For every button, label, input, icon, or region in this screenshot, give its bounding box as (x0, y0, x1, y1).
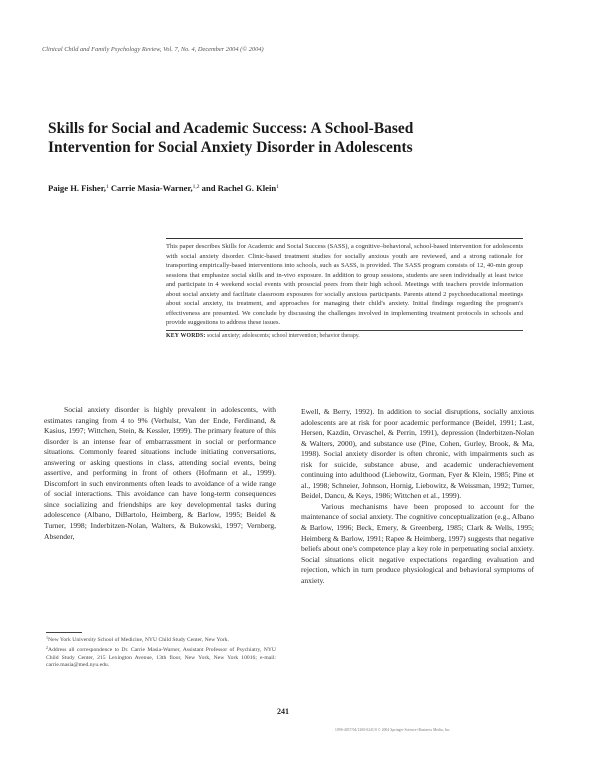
keywords-list: social anxiety; adolescents; school intervention; behavior therapy. (206, 332, 360, 339)
footnote-mark: 1 (46, 635, 48, 640)
title-line-1: Skills for Social and Academic Success: A School-Based (48, 120, 414, 137)
author-affiliation-mark: 1 (276, 184, 279, 190)
journal-citation: Clinical Child and Family Psychology Review, Vol. 7, No. 4, December 2004 (© 2004) (42, 46, 264, 53)
author-name: Carrie Masia-Warner, (110, 183, 193, 193)
footnotes (46, 632, 276, 670)
author-name: and Rachel G. Klein (201, 183, 277, 193)
footnote-2 (46, 644, 276, 669)
author-name: Paige H. Fisher, (48, 183, 106, 193)
keywords-label: KEY WORDS: (166, 332, 206, 339)
abstract-top-rule (166, 238, 523, 239)
body-paragraph: Social anxiety disorder is highly prevalent in adolescents, with estimates ranging from 4 to 9% (Verhulst, Van der Ende, Ferdinand, & Kasius, 1997; Wittchen, Stein, & Kessler, 1999). The primary feature of this disorder is an intense fear of embarrassment in social or performance situations. Commonly feared situations include initiating conversations, answering or asking questions in class, attending social events, being assertive, and performing in front of others (Hofmann et al., 1999). Discomfort in such environments often leads to avoidance of a wide range of social interactions. This avoidance can have long-term consequences since socializing and friendships are key developmental tasks during adolescence (Albano, DiBartolo, Heimberg, & Barlow, 1995; Beidel & Turner, 1998; Inderbitzen-Nolan, Walters, & Bukowski, 1997; Vernberg, Absender, (44, 405, 276, 541)
footnote-mark: 2 (46, 645, 48, 651)
body-paragraph: Various mechanisms have been proposed to account for the maintenance of social anxiety. The cognitive conceptualization (e.g., Albano & Barlow, 1996; Beck, Emery, & Greenberg, 1985; Clark & Wells, 1995; Heimberg & Barlow, 1991; Rapee & Heimberg, 1997) suggests that negative beliefs about one's competence play a key role in perpetuating social anxiety. Social situations elicit negative expectations regarding evaluation and rejection, which in turn produce physiological and behavioral symptoms of anxiety. (301, 501, 534, 585)
footnote-1 (46, 634, 276, 644)
body-column-left (44, 405, 276, 542)
body-column-right (301, 407, 534, 586)
footnote-rule (46, 632, 82, 633)
author-list (48, 183, 279, 193)
abstract-box (166, 238, 523, 339)
article-title (48, 119, 568, 157)
title-line-2: Intervention for Social Anxiety Disorder in Adolescents (48, 139, 413, 156)
copyright-line: 1096-4037/04/1200-0241/0 © 2004 Springer Science+Business Media, Inc. (335, 728, 451, 732)
abstract-text: This paper describes Skills for Academic and Social Success (SASS), a cognitive–behavioral, school-based intervention for adolescents with social anxiety disorder. Clinic-based treatment studies for socially anxious youth are reviewed, and a strong rationale for transporting empirically-based interventions into schools, such as SASS, is provided. The SASS program consists of 12, 40-min group sessions that emphasize social skills and in-vivo exposure. In addition to group sessions, students are seen individually at least twice and participate in 4 weekend social events with prosocial peers from their high school. Meetings with teachers provide information about social anxiety and facilitate classroom exposures for socially anxious participants. Parents attend 2 psychoeducational meetings about social anxiety, its treatment, and approaches for managing their child's anxiety. Initial findings regarding the program's effectiveness are presented. We conclude by discussing the challenges involved in implementing treatment protocols in schools and provide suggestions to address these issues. (166, 243, 523, 327)
page-number: 241 (277, 707, 289, 716)
abstract-bottom-rule (166, 330, 523, 331)
footnote-text: New York University School of Medicine, NYU Child Study Center, New York. (48, 637, 229, 643)
footnote-text: Address all correspondence to Dr. Carrie Masia-Warner, Assistant Professor of Psychiatry, NYU Child Study Center, 215 Lexington Avenue, 13th floor, New York, New York 10016; e-mail: carrie.masia@med.nyu.edu. (46, 647, 276, 669)
author-affiliation-mark: 1 (105, 184, 109, 190)
author-affiliation-mark: 1,2 (192, 184, 200, 190)
body-paragraph: Ewell, & Berry, 1992). In addition to social disruptions, socially anxious adolescents are at risk for poor academic performance (Beidel, 1991; Last, Hersen, Kazdin, Orvaschel, & Perrin, 1991), depression (Inderbitzen-Nolan & Walters, 2000), and substance use (Pine, Cohen, Gurley, Brook, & Ma, 1998). Social anxiety disorder is often chronic, with impairments such as risk for suicide, substance abuse, and academic underachievement continuing into adulthood (Liebowitz, Gorman, Fyer & Klein, 1985; Pine et al., 1998; Schneier, Johnson, Hornig, Liebowitz, & Weissman, 1992; Turner, Beidel, Dancu, & Keys, 1986; Wittchen et al., 1999). (301, 407, 534, 501)
keywords (166, 333, 523, 339)
